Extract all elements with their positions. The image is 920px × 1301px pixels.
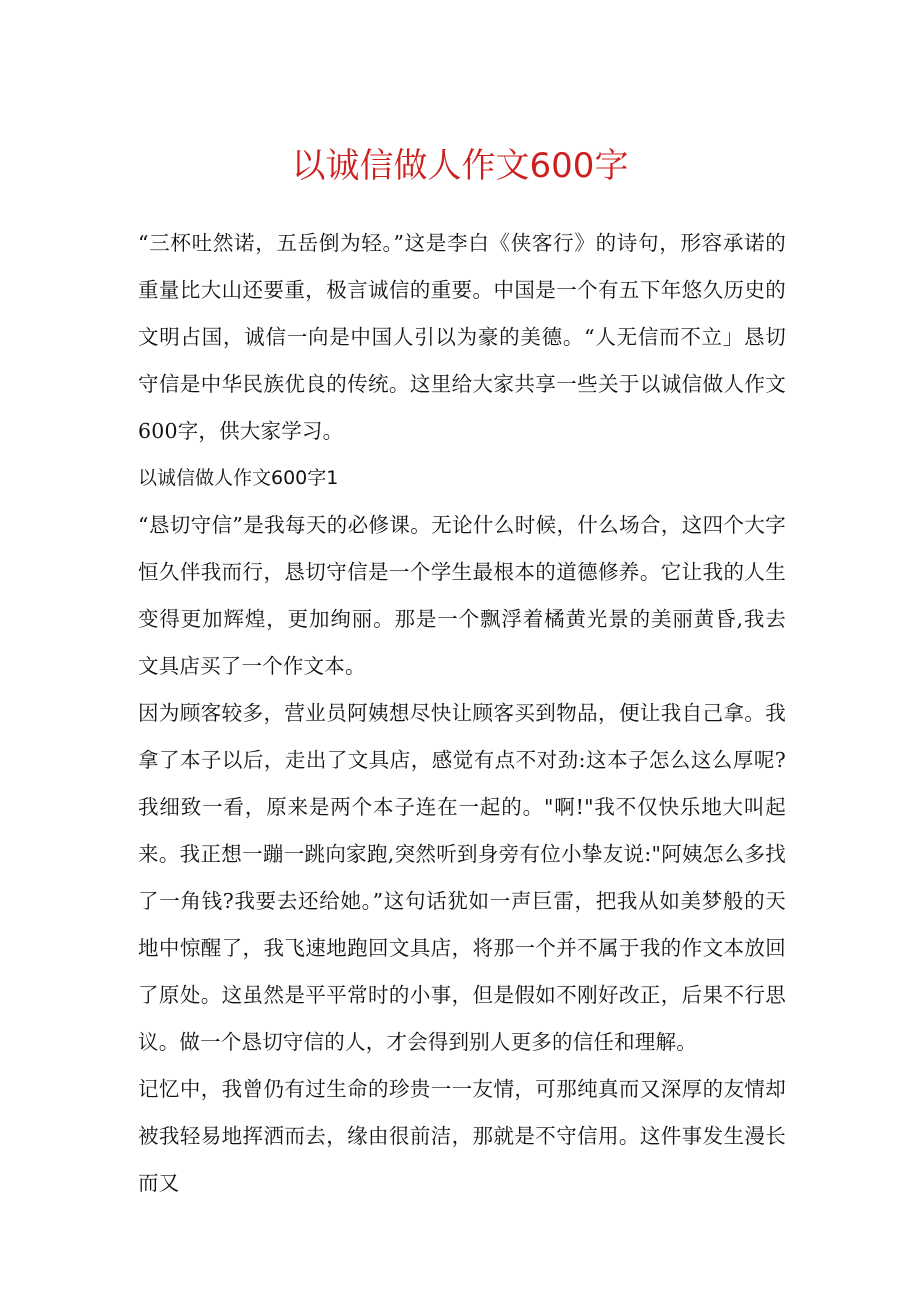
body-paragraph: “恳切守信”是我每天的必修课。无论什么时候，什么场合，这四个大字恒久伴我而行，恳切守信是一个学生最根本的道德修养。它让我的人生变得更加辉煌，更加绚丽。那是一个飘浮着橘黄光景的美丽黄昏,我去文具店买了一个作文本。 [138, 513, 786, 678]
body-paragraph: 记忆中，我曾仍有过生命的珍贵一一友情，可那纯真而又深厚的友情却被我轻易地挥洒而去，缘由很前洁，那就是不守信用。这件事发生漫长而又 [138, 1077, 786, 1195]
document-title: 以诚信做人作文600字 [291, 146, 629, 186]
section-heading: 以诚信做人作文600字1 [138, 467, 339, 489]
document-body [138, 220, 786, 1207]
body-paragraph: 因为顾客较多，营业员阿姨想尽快让顾客买到物品，便让我自己拿。我拿了本子以后，走出了文具店，感觉有点不对劲:这本子怎么这么厚呢?我细致一看，原来是两个本子连在一起的。"啊!"我不仅快乐地大叫起来。我正想一蹦一跳向家跑,突然听到身旁有位小挚友说:"阿姨怎么多找了一角钱?我要去还给她。”这句话犹如一声巨雷，把我从如美梦般的天地中惊醒了，我飞速地跑回文具店，将那一个并不属于我的作文本放回了原处。这虽然是平平常时的小事，但是假如不刚好改正，后果不行思议。做一个恳切守信的人，才会得到别人更多的信任和理解。 [138, 701, 786, 1054]
intro-paragraph: “三杯吐然诺，五岳倒为轻。”这是李白《侠客行》的诗句，形容承诺的重量比大山还要重，极言诚信的重要。中国是一个有五下年悠久历史的文明占国，诚信一向是中国人引以为豪的美德。“人无信而不立」恳切守信是中华民族优良的传统。这里给大家共享一些关于以诚信做人作文600字，供大家学习。 [138, 231, 786, 443]
